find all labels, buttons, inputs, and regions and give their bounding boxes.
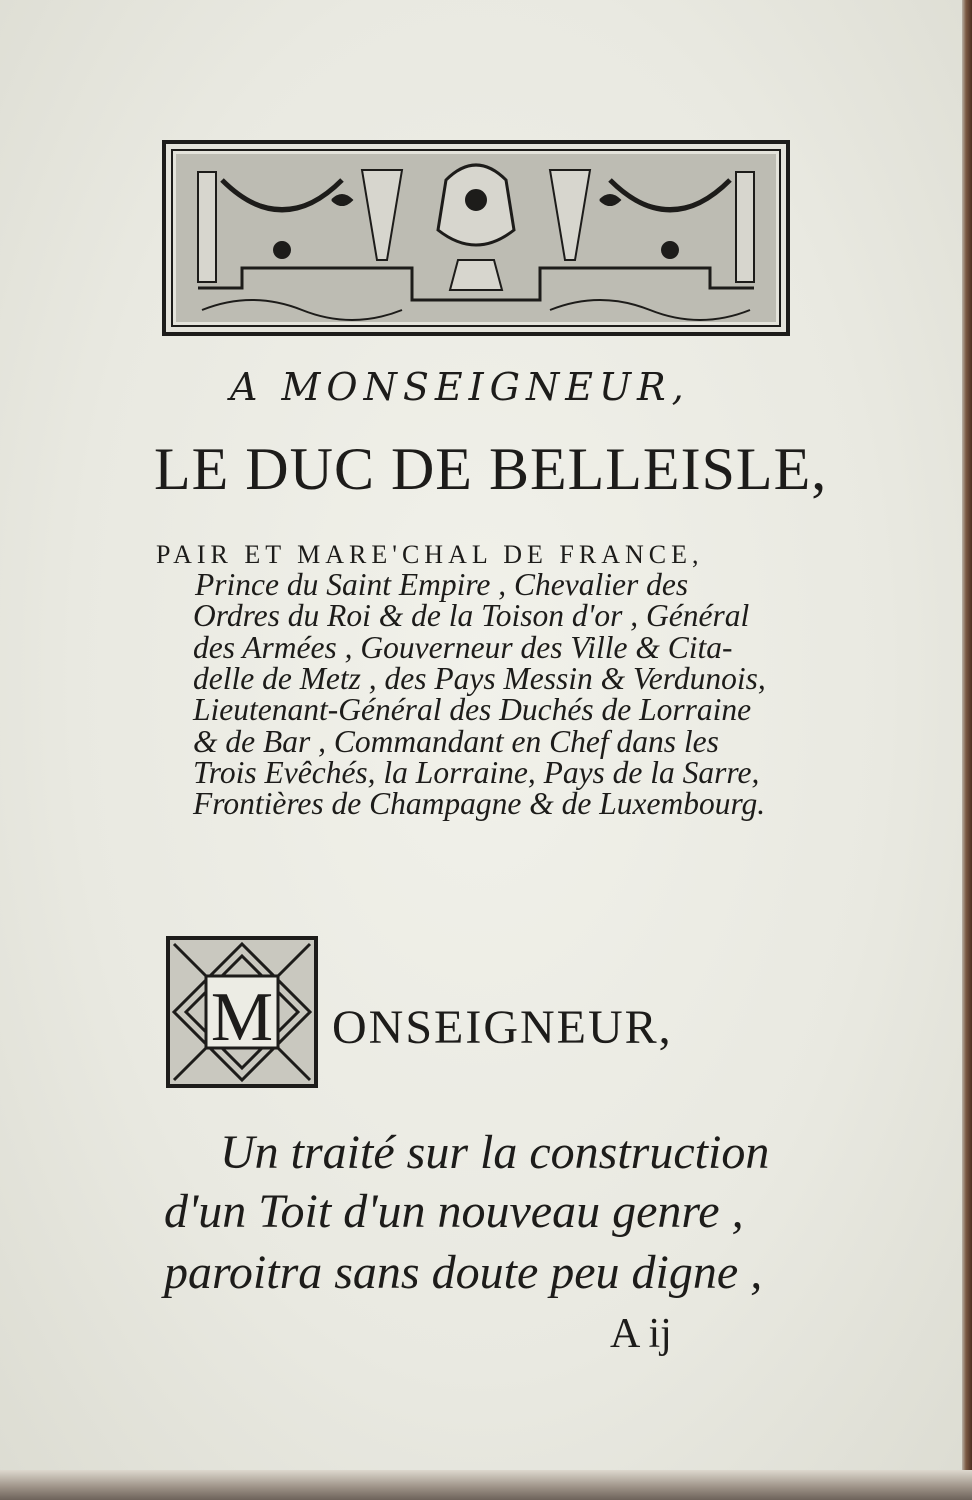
signature-mark: A ij — [610, 1311, 672, 1357]
title-line: delle de Metz , des Pays Messin & Verdunois, — [193, 661, 766, 696]
body-line: paroitra sans doute peu digne , — [164, 1246, 763, 1299]
body-line: d'un Toit d'un nouveau genre , — [164, 1185, 744, 1238]
page-edge-bottom — [0, 1470, 972, 1500]
title-line: & de Bar , Commandant en Chef dans les — [193, 724, 719, 759]
initial-letter: M — [210, 979, 274, 1056]
dedication-to-line: A MONSEIGNEUR, — [230, 365, 690, 409]
body-line: Un traité sur la construction — [220, 1126, 770, 1179]
salutation-text: ONSEIGNEUR, — [332, 1001, 673, 1054]
title-line: Prince du Saint Empire , Chevalier des — [195, 567, 689, 602]
title-line: Lieutenant-Général des Duchés de Lorraine — [193, 692, 752, 727]
title-line: PAIR ET MARE'CHAL DE FRANCE, — [156, 540, 704, 569]
title-line: Frontières de Champagne & de Luxembourg. — [193, 786, 766, 821]
title-line: Ordres du Roi & de la Toison d'or , Général — [193, 598, 750, 633]
ornamental-headpiece — [162, 140, 790, 336]
decorated-initial — [166, 936, 318, 1088]
title-line: Trois Evêchés, la Lorraine, Pays de la Sarre, — [193, 755, 760, 790]
page-edge-right — [962, 0, 972, 1500]
title-line: des Armées , Gouverneur des Ville & Cita- — [193, 630, 733, 665]
dedicatee-name: LE DUC DE BELLEISLE, — [154, 436, 828, 502]
